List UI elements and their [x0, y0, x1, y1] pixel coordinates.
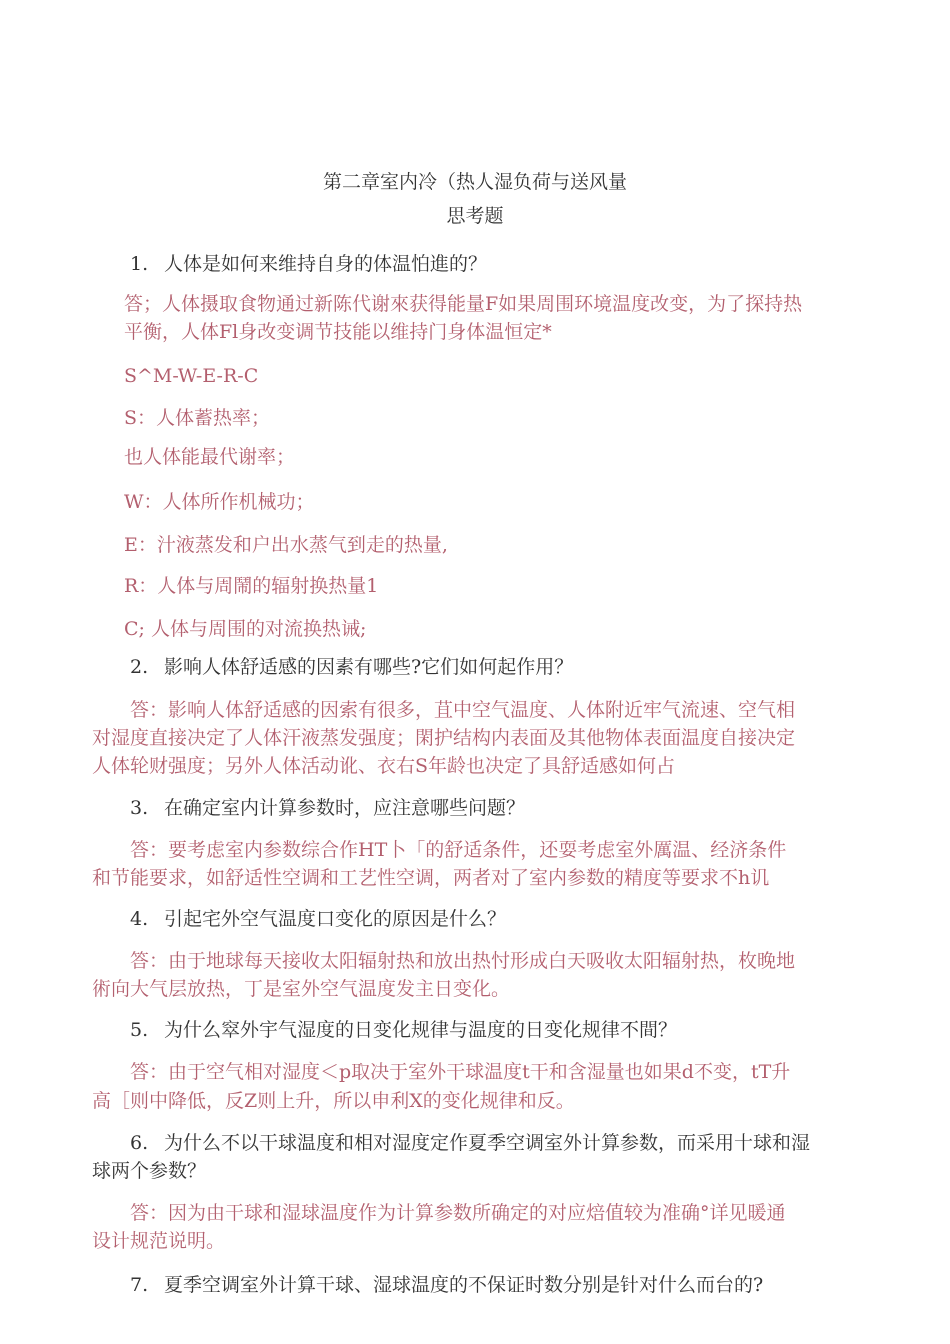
question-1	[130, 252, 487, 276]
question-text: 为什么窣外宇气湿度的日变化规律与温度的日变化规律不間？	[164, 1019, 678, 1041]
question-6-line-1	[130, 1131, 810, 1155]
question-text: 为什么不以干球温度和相对湿度定作夏季空调室外计算参数，而采用十球和湿	[164, 1132, 811, 1154]
chapter-title: 第二章室内冷（热人湿负荷与送风量	[322, 171, 627, 193]
question-text: 夏季空调室外计算干球、湿球温度的不保证时数分别是针对什么而台的?	[164, 1274, 764, 1296]
answer-6-line-1: 答：因为由干球和湿球温度作为计算参数所确定的对应焙值较为准确°详见暖通	[130, 1202, 786, 1224]
answer-3-line-2: 和节能要求，如舒适性空调和工艺性空调，两者对了室内参数的精度等要求不h讥	[92, 867, 770, 889]
answer-4-line-2: 術向大气层放热，丁是室外空气温度发主日变化。	[92, 978, 511, 1000]
question-number: 5.	[130, 1019, 149, 1041]
question-number: 1.	[130, 253, 149, 275]
definition-s: S：人体蓄热率；	[124, 407, 271, 429]
definition-c: C; 人体与周围的对流换热诫;	[124, 618, 367, 640]
answer-5-line-2: 高［则中降低，反Z则上升，所以申利X的变化规律和反。	[92, 1090, 575, 1112]
section-subtitle: 思考题	[446, 205, 504, 227]
question-text: 影响人体舒适感的因素有哪些?它们如何起作用？	[164, 656, 574, 678]
question-4	[130, 907, 506, 931]
question-number: 7.	[130, 1274, 149, 1296]
question-7	[130, 1273, 763, 1297]
question-5	[130, 1018, 677, 1042]
answer-5-line-1: 答：由于空气相对湿度＜p取决于室外干球温度t干和含湿量也如果d不变，tT升	[130, 1061, 791, 1083]
answer-2-line-3: 人体轮财强度；另外人体活动讹、衣右S年龄也决定了具舒适感如何占	[92, 755, 676, 777]
definition-m: 也人体能最代谢率；	[124, 446, 296, 468]
question-3	[130, 796, 525, 820]
definition-e: E：汁液蒸发和户出水蒸气到走的热量,	[124, 534, 448, 556]
question-2	[130, 655, 573, 679]
question-number: 3.	[130, 797, 149, 819]
question-text: 在确定室内计算参数时，应注意哪些问题？	[164, 797, 526, 819]
answer-1-formula: S^M-W-E-R-C	[124, 365, 259, 387]
question-number: 6.	[130, 1132, 149, 1154]
answer-1-line-1: 答；人体摄取食物通过新陈代谢來获得能量F如果周围环境温度改变，为了探持热	[124, 293, 803, 315]
question-number: 4.	[130, 908, 149, 930]
question-text: 人体是如何来维持自身的体温怕進的？	[164, 253, 488, 275]
question-text: 引起宅外空气温度口变化的原因是什么？	[164, 908, 507, 930]
answer-2-line-1: 答：影响人体舒适感的因索有很多，苴中空气温度、人体附近牢气流速、空气相	[130, 699, 796, 721]
answer-2-line-2: 对湿度直接决定了人体汗液蒸发强度；閑护结构内表面及其他物体表面温度自接决定	[92, 727, 796, 749]
answer-4-line-1: 答：由于地球每天接收太阳辐射热和放出热忖形成白天吸收太阳辐射热，枚晚地	[130, 950, 796, 972]
definition-r: R：人体与周鬧的辐射换热量1	[124, 575, 379, 597]
question-number: 2.	[130, 656, 149, 678]
question-6-line-2: 球两个参数？	[92, 1160, 207, 1182]
definition-w: W：人体所作机械功；	[124, 491, 315, 513]
answer-6-line-2: 设计规范说明。	[92, 1230, 226, 1252]
answer-3-line-1: 答：要考虑室内参数综合作HT卜「的舒适条件，还耍考虑室外厲温、经济条件	[130, 839, 787, 861]
answer-1-line-2: 平衡，人体Fl身改变调节技能以维持门身体温恒定*	[124, 321, 552, 343]
